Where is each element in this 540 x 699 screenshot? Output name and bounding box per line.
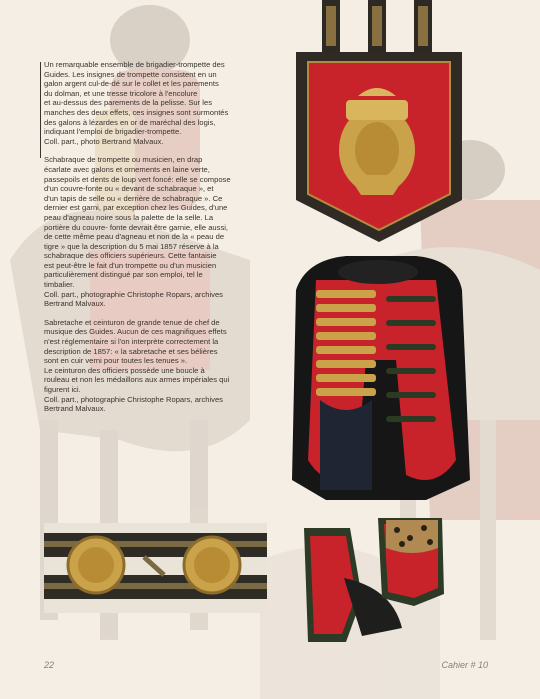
- caption-schabraque: Schabraque de trompette ou musicien, en drap écarlate avec galons et ornements en laine verte, passepoils et dents de loup vert foncé: elle se compose d'un couvre-fonte ou « devant de schabraque », et d'un tapis de selle ou « derrière de schabraque ». Ce dernier est garni, par exception chez les Guides, d'une peau d'agneau noire sous la palette de la selle. La portière du couvre- fonte devrait être garnie, elle aussi, de cette même peau d'agneau et non de la « peau de tigre » que la description du 5 mai 1857 réserve à la schabraque des officiers supérieurs. Cette fantaisie est peut-être le fait d'un trompette ou d'un musicien particulièrement distingué par son emploi, tel le timbalier. Coll. part., photographie Christophe Ropars, archives Bertrand Malvaux.: [44, 155, 231, 309]
- caption-rule: [40, 62, 41, 158]
- caption-brigadier-trompette: Un remarquable ensemble de brigadier-trompette des Guides. Les insignes de trompette consistent en un galon argent cul-de-dé sur le collet et les parements du dolman, et une tresse tricolore à l'encolure et au-dessus des parements de la pelisse. Sur les manches des deux effets, ces insignes sont surmontés des galons à lézardes en or de maréchal des logis, indiquant l'emploi de brigadier-trompette. Coll. part., photo Bertrand Malvaux.: [44, 60, 229, 146]
- belt-photo: [44, 523, 267, 613]
- sabretache-photo: [288, 0, 470, 245]
- publication-name: Cahier # 10: [441, 660, 488, 670]
- schabraque-photo: [302, 518, 446, 644]
- uniform-photo: [286, 250, 472, 504]
- caption-column: [44, 60, 270, 423]
- page-number: 22: [44, 660, 55, 670]
- caption-sabretache: Sabretache et ceinturon de grande tenue de chef de musique des Guides. Aucun de ces magnifiques effets n'est réglementaire si l'on interprète correctement la description de 1857: « la sabretache et ses bélières sont en cuir verni pour toutes les tenues ». Le ceinturon des officiers possède une boucle à rouleau et non les médaillons aux armes impériales qui figurent ici. Coll. part., photographie Christophe Ropars, archives Bertrand Malvaux.: [44, 317, 230, 414]
